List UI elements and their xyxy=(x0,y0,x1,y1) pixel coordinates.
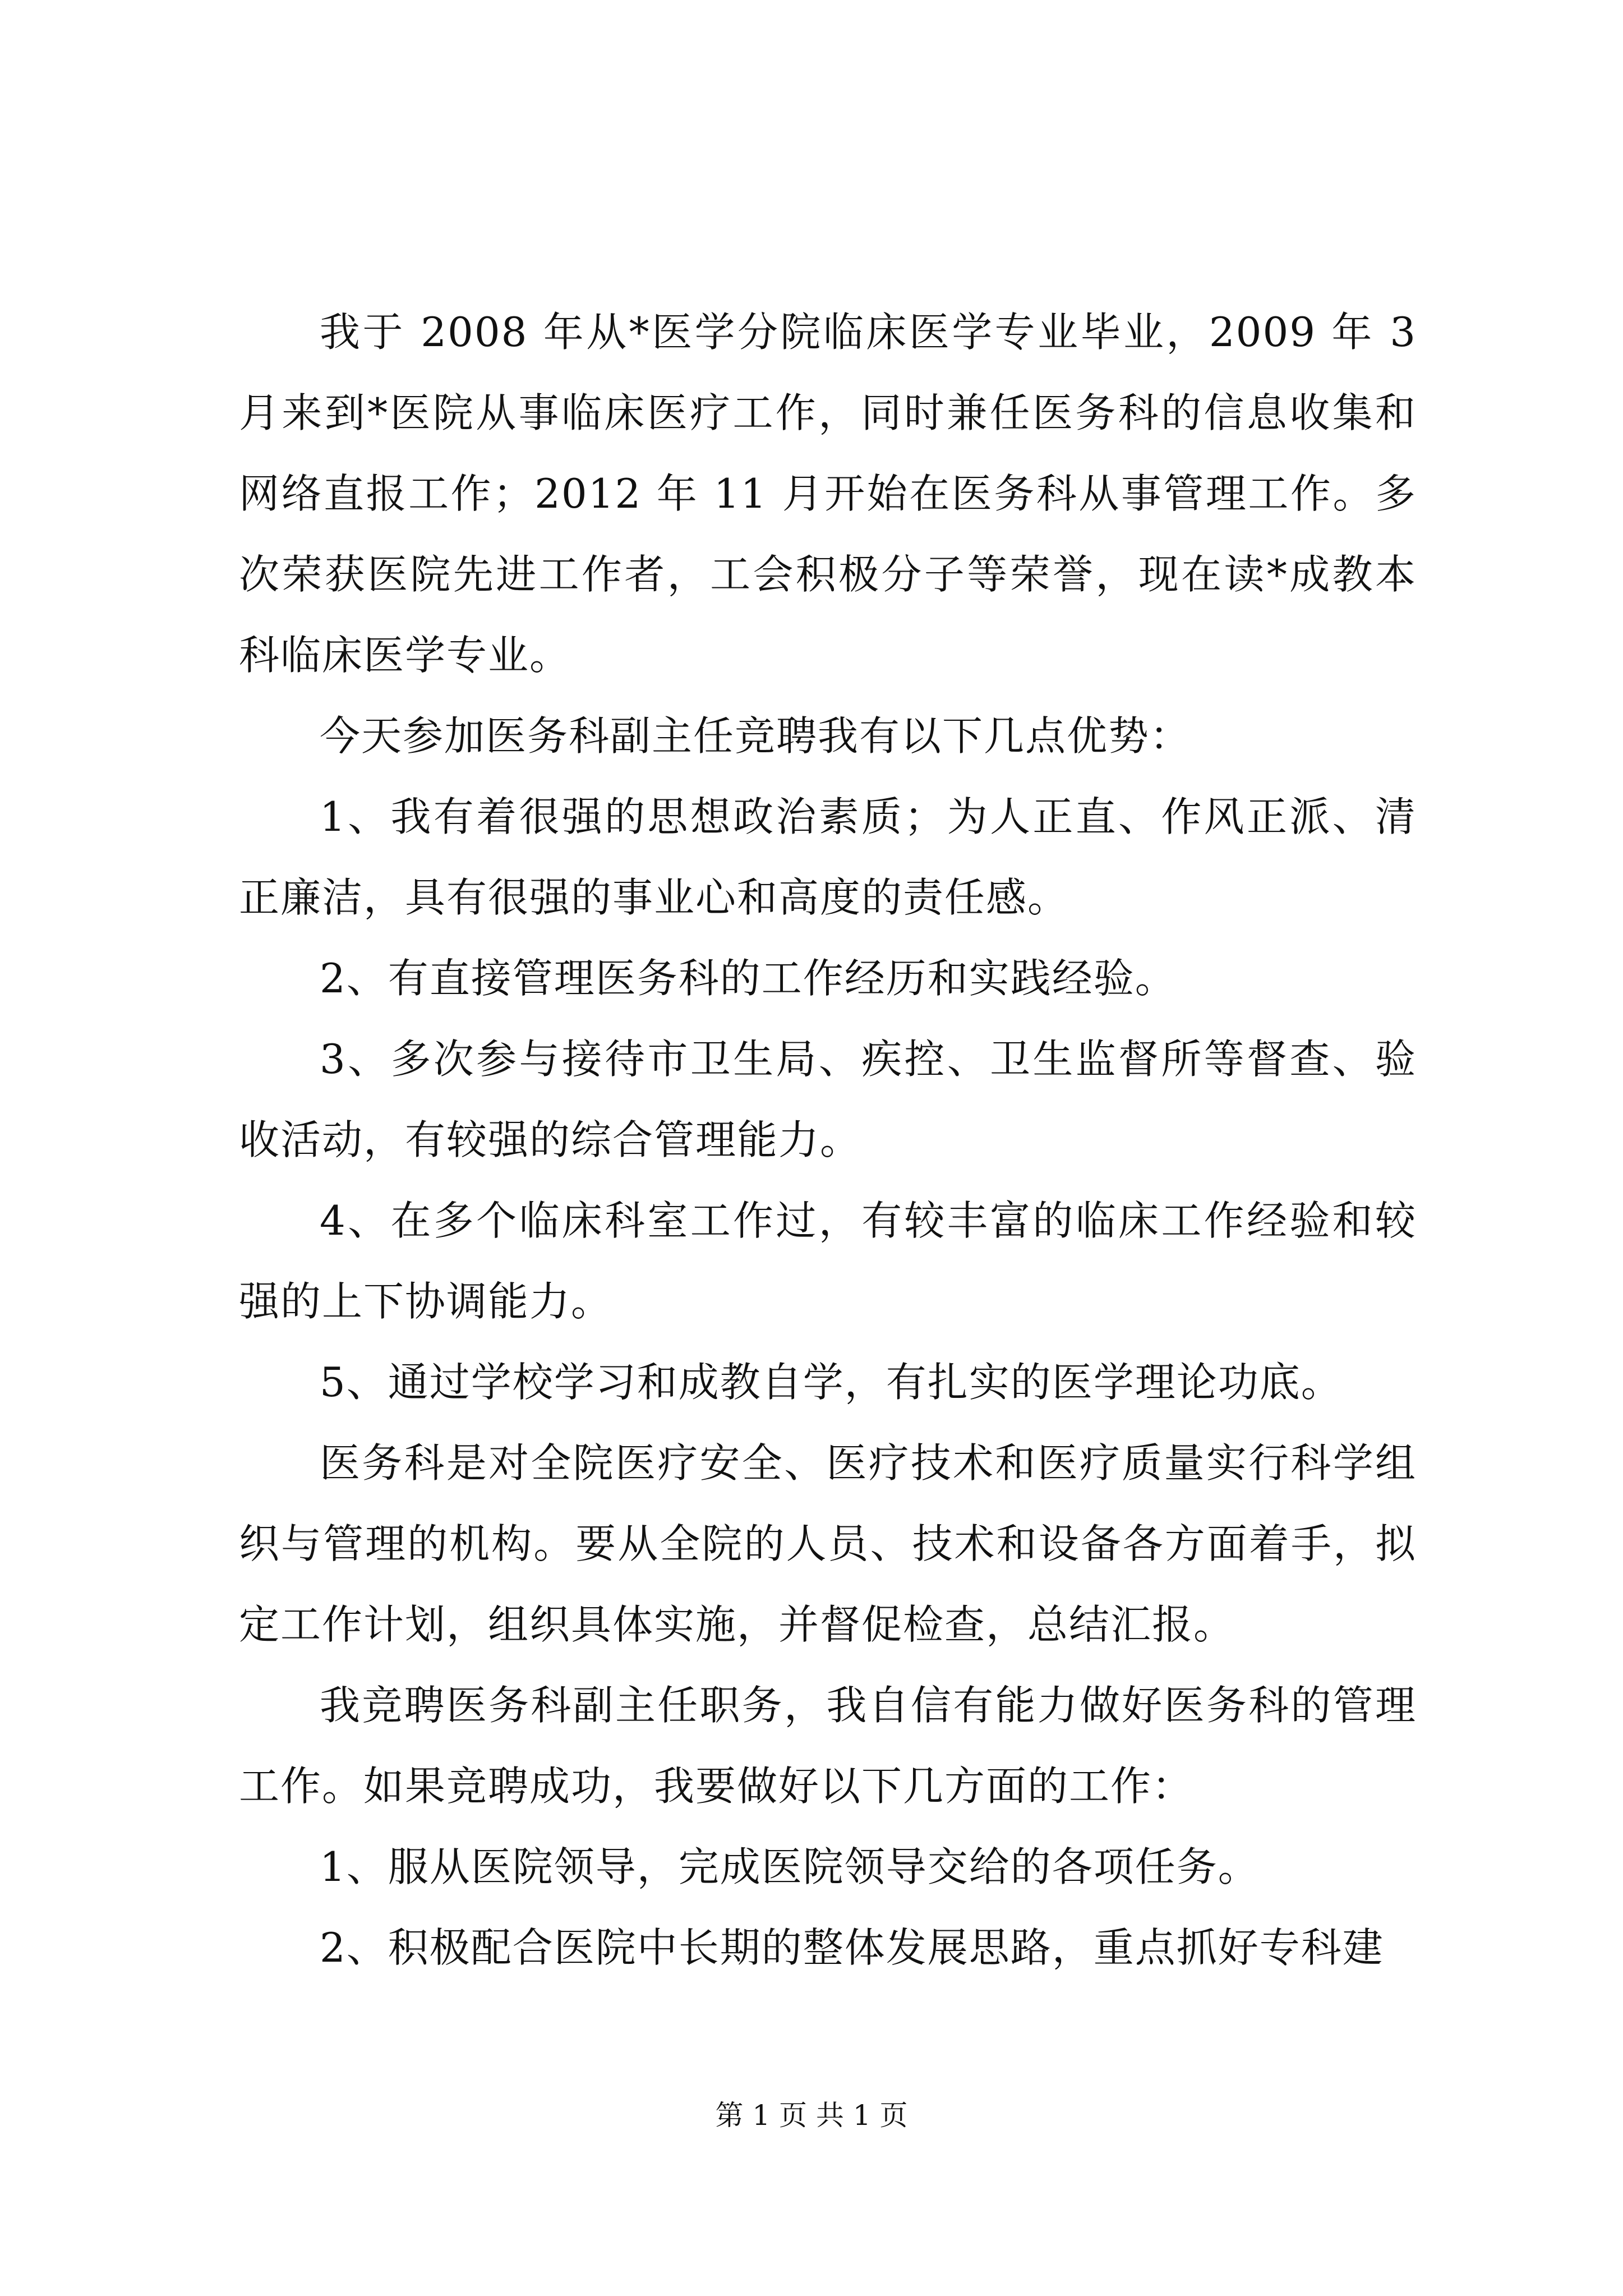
paragraph-advantage-3: 3、多次参与接待市卫生局、疾控、卫生监督所等督查、验收活动，有较强的综合管理能力。 xyxy=(239,1036,1417,1163)
paragraph-candidacy: 我竞聘医务科副主任职务，我自信有能力做好医务科的管理工作。如果竞聘成功，我要做好以下几方面的工作： xyxy=(239,1682,1417,1810)
paragraph-advantage-1: 1、我有着很强的思想政治素质；为人正直、作风正派、清正廉洁，具有很强的事业心和高度的责任感。 xyxy=(239,793,1417,921)
paragraph-advantages-heading: 今天参加医务科副主任竞聘我有以下几点优势： xyxy=(320,712,1192,760)
document-body xyxy=(239,292,1417,1988)
paragraph-plan-1: 1、服从医院领导，完成医院领导交给的各项任务。 xyxy=(320,1843,1260,1890)
paragraph-intro: 我于 2008 年从*医学分院临床医学专业毕业，2009 年 3 月来到*医院从事临床医疗工作，同时兼任医务科的信息收集和网络直报工作；2012 年 11 月开始在医务科从事管理工作。多次荣获医院先进工作者，工会积极分子等荣誉，现在读*成教本科临床医学专业。 xyxy=(239,309,1417,679)
paragraph-department-role: 医务科是对全院医疗安全、医疗技术和医疗质量实行科学组织与管理的机构。要从全院的人员、技术和设备各方面着手，拟定工作计划，组织具体实施，并督促检查，总结汇报。 xyxy=(239,1439,1417,1648)
paragraph-plan-2: 2、积极配合医院中长期的整体发展思路，重点抓好专科建 xyxy=(320,1924,1384,1971)
paragraph-advantage-2: 2、有直接管理医务科的工作经历和实践经验。 xyxy=(320,955,1177,1002)
paragraph-advantage-5: 5、通过学校学习和成教自学，有扎实的医学理论功底。 xyxy=(320,1359,1343,1406)
paragraph-advantage-4: 4、在多个临床科室工作过，有较丰富的临床工作经验和较强的上下协调能力。 xyxy=(239,1197,1417,1325)
page-footer: 第 1 页 共 1 页 xyxy=(715,2099,908,2132)
